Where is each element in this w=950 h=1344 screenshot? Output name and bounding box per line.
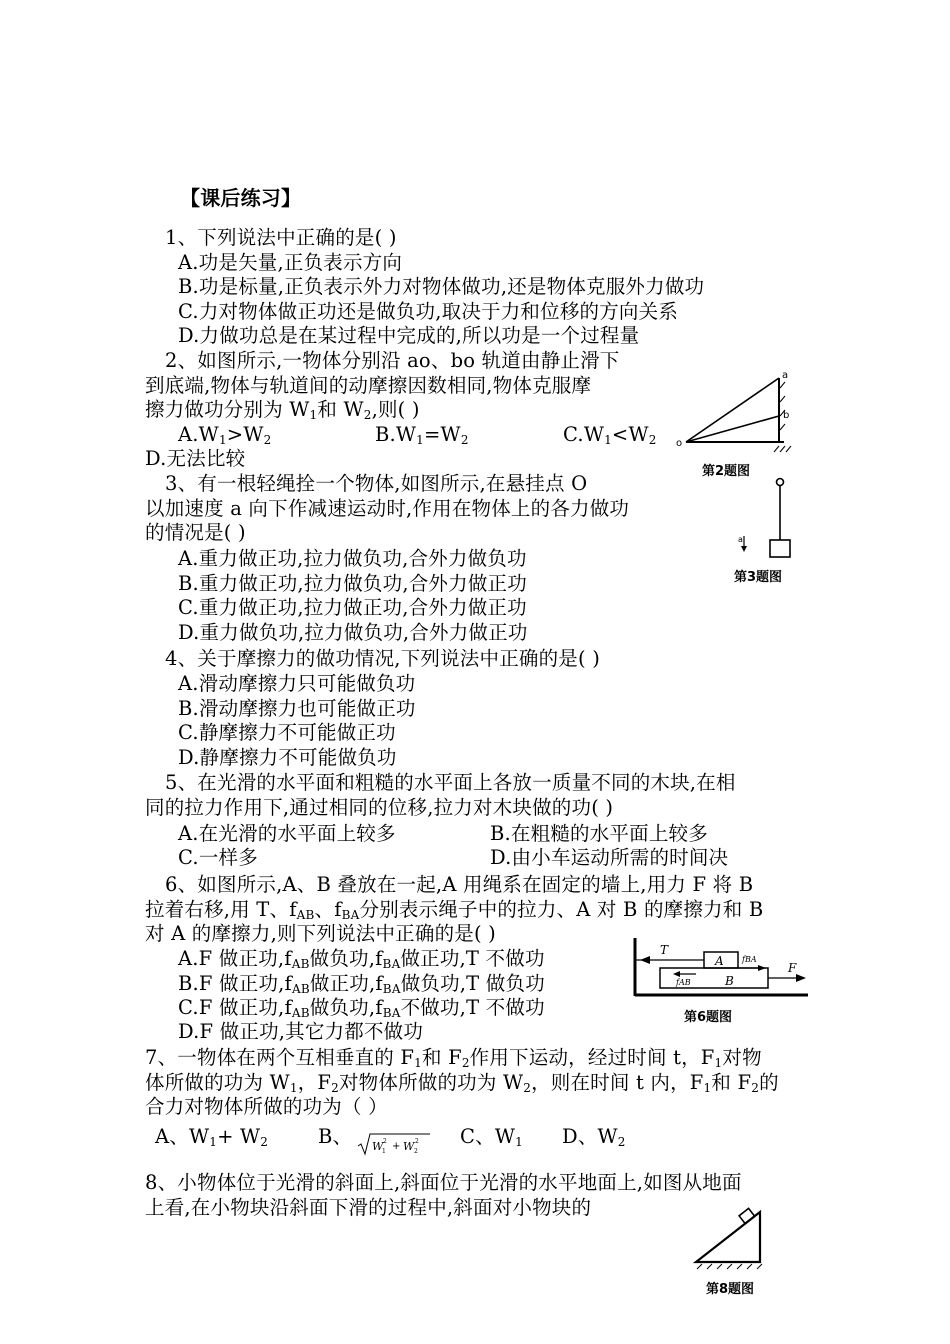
q8-caption: 第8题图 bbox=[706, 1282, 755, 1297]
q7-line2: 体所做的功为 $W_1$，$F_2$对物体所做的功为 $W_2$，则在时间 t 内，$F_1$和 $F_2$的 bbox=[145, 1071, 779, 1095]
q6-fig-T: T bbox=[660, 943, 669, 957]
q2-option-c: $C.W_1<W_2$ bbox=[563, 423, 657, 447]
q5-line2: 同的拉力作用下,通过相同的位移,拉力对木块做的功( ) bbox=[145, 796, 614, 819]
svg-text:+: + bbox=[392, 1141, 401, 1152]
q4-option-d: D.静摩擦力不可能做负功 bbox=[178, 746, 397, 769]
q6-option-d: D.F 做正功,其它力都不做功 bbox=[178, 1020, 424, 1043]
q6-option-c: C.F 做正功$,f_{AB}$做负功$,f_{BA}$不做功,T 不做功 bbox=[178, 996, 545, 1020]
q2-option-d: D.无法比较 bbox=[145, 447, 246, 470]
q5-option-b: B.在粗糙的水平面上较多 bbox=[490, 822, 708, 845]
q1-option-d: D.力做功总是在某过程中完成的,所以功是一个过程量 bbox=[178, 324, 640, 347]
q3-option-b: B.重力做正功,拉力做负功,合外力做正功 bbox=[178, 572, 527, 595]
q7-line3: 合力对物体所做的功为（ ） bbox=[145, 1095, 388, 1118]
q6-option-b: B.F 做正功$,f_{AB}$做正功$,f_{BA}$做负功,T 做负功 bbox=[178, 972, 545, 996]
q8-line2: 上看,在小物块沿斜面下滑的过程中,斜面对小物块的 bbox=[145, 1196, 592, 1219]
q6-line2: 拉着右移,用 T、$f_{AB}$、$f_{BA}$分别表示绳子中的拉力、A 对 B 的摩擦力和 B bbox=[145, 898, 764, 922]
q3-figure bbox=[736, 474, 796, 564]
q8-line1: 8、小物体位于光滑的斜面上,斜面位于光滑的水平地面上,如图从地面 bbox=[145, 1171, 742, 1194]
q8-figure bbox=[688, 1206, 778, 1272]
q2-figure bbox=[672, 366, 802, 462]
q1-stem: 1、下列说法中正确的是( ) bbox=[165, 226, 397, 249]
q2-fig-label-o: o bbox=[676, 438, 683, 449]
q2-line2: 到底端,物体与轨道间的动摩擦因数相同,物体克服摩 bbox=[145, 374, 592, 397]
q7-sqrt-w2: W bbox=[403, 1140, 415, 1153]
q2-option-b: $B.W_1=W_2$ bbox=[375, 423, 469, 447]
q3-caption: 第3题图 bbox=[734, 570, 783, 585]
q7-sqrt-sup2: 2 bbox=[415, 1138, 419, 1145]
q3-option-a: A.重力做正功,拉力做负功,合外力做负功 bbox=[178, 547, 527, 570]
q4-option-c: C.静摩擦力不可能做正功 bbox=[178, 721, 396, 744]
q6-fig-A: A bbox=[715, 954, 724, 968]
q7-sqrt-formula bbox=[356, 1130, 432, 1158]
q7-sqrt-w1: W bbox=[372, 1140, 384, 1153]
q7-sqrt-sub1: 1 bbox=[382, 1148, 386, 1155]
q3-option-d: D.重力做负功,拉力做负功,合外力做正功 bbox=[178, 621, 528, 644]
q4-stem: 4、关于摩擦力的做功情况,下列说法中正确的是( ) bbox=[165, 647, 601, 670]
q3-option-c: C.重力做正功,拉力做正功,合外力做正功 bbox=[178, 596, 527, 619]
q6-line1: 6、如图所示,A、B 叠放在一起,A 用绳系在固定的墙上,用力 F 将 B bbox=[165, 873, 754, 896]
q3-fig-label-a: a bbox=[738, 535, 743, 544]
q5-option-c: C.一样多 bbox=[178, 846, 258, 869]
q3-line1: 3、有一根轻绳拴一个物体,如图所示,在悬挂点 O bbox=[165, 472, 588, 495]
q2-caption: 第2题图 bbox=[702, 464, 751, 479]
q7-option-a: A、$W_1+ W_2$ bbox=[155, 1125, 269, 1149]
q2-line1: 2、如图所示,一物体分别沿 ao、bo 轨道由静止滑下 bbox=[165, 349, 620, 372]
q6-option-a: A.F 做正功$,f_{AB}$做负功$,f_{BA}$做正功,T 不做功 bbox=[178, 947, 545, 971]
q6-fig-F: F bbox=[788, 961, 797, 975]
q7-option-c: C、$W_1$ bbox=[460, 1125, 523, 1149]
q7-line1: 7、一物体在两个互相垂直的 $F_1$和 $F_2$作用下运动，经过时间 t，$F_1$对物 bbox=[145, 1046, 762, 1070]
q7-option-b: B、 bbox=[318, 1125, 353, 1148]
q1-option-a: A.功是矢量,正负表示方向 bbox=[178, 251, 403, 274]
q6-line3: 对 A 的摩擦力,则下列说法中正确的是( ) bbox=[145, 922, 496, 945]
q6-fig-fab: fAB bbox=[676, 978, 691, 987]
q7-sqrt-sup1: 2 bbox=[383, 1138, 387, 1145]
q2-line3: 擦力做功分别为 $W_1$和 $W_2$,则( ) bbox=[145, 398, 420, 422]
q4-option-b: B.滑动摩擦力也可能做正功 bbox=[178, 697, 416, 720]
q4-option-a: A.滑动摩擦力只可能做负功 bbox=[178, 672, 416, 695]
q3-line3: 的情况是( ) bbox=[145, 521, 246, 544]
q6-fig-B: B bbox=[725, 974, 734, 988]
q7-option-d: D、$W_2$ bbox=[562, 1125, 626, 1149]
q1-option-c: C.力对物体做正功还是做负功,取决于力和位移的方向关系 bbox=[178, 300, 679, 323]
section-title: 【课后练习】 bbox=[180, 186, 302, 210]
q3-line2: 以加速度 a 向下作减速运动时,作用在物体上的各力做功 bbox=[145, 497, 630, 520]
q6-caption: 第6题图 bbox=[684, 1010, 733, 1025]
q1-option-b: B.功是标量,正负表示外力对物体做功,还是物体克服外力做功 bbox=[178, 275, 705, 298]
q2-option-a: $A.W_1>W_2$ bbox=[178, 423, 272, 447]
q2-fig-label-b: b bbox=[783, 410, 790, 421]
q5-option-a: A.在光滑的水平面上较多 bbox=[178, 822, 396, 845]
q6-figure bbox=[630, 934, 810, 1000]
q7-sqrt-sub2: 2 bbox=[414, 1148, 418, 1155]
q5-line1: 5、在光滑的水平面和粗糙的水平面上各放一质量不同的木块,在相 bbox=[165, 771, 736, 794]
q6-fig-fba: fBA bbox=[742, 955, 757, 964]
q5-option-d: D.由小车运动所需的时间决 bbox=[490, 846, 729, 869]
q2-fig-label-a: a bbox=[782, 370, 789, 381]
